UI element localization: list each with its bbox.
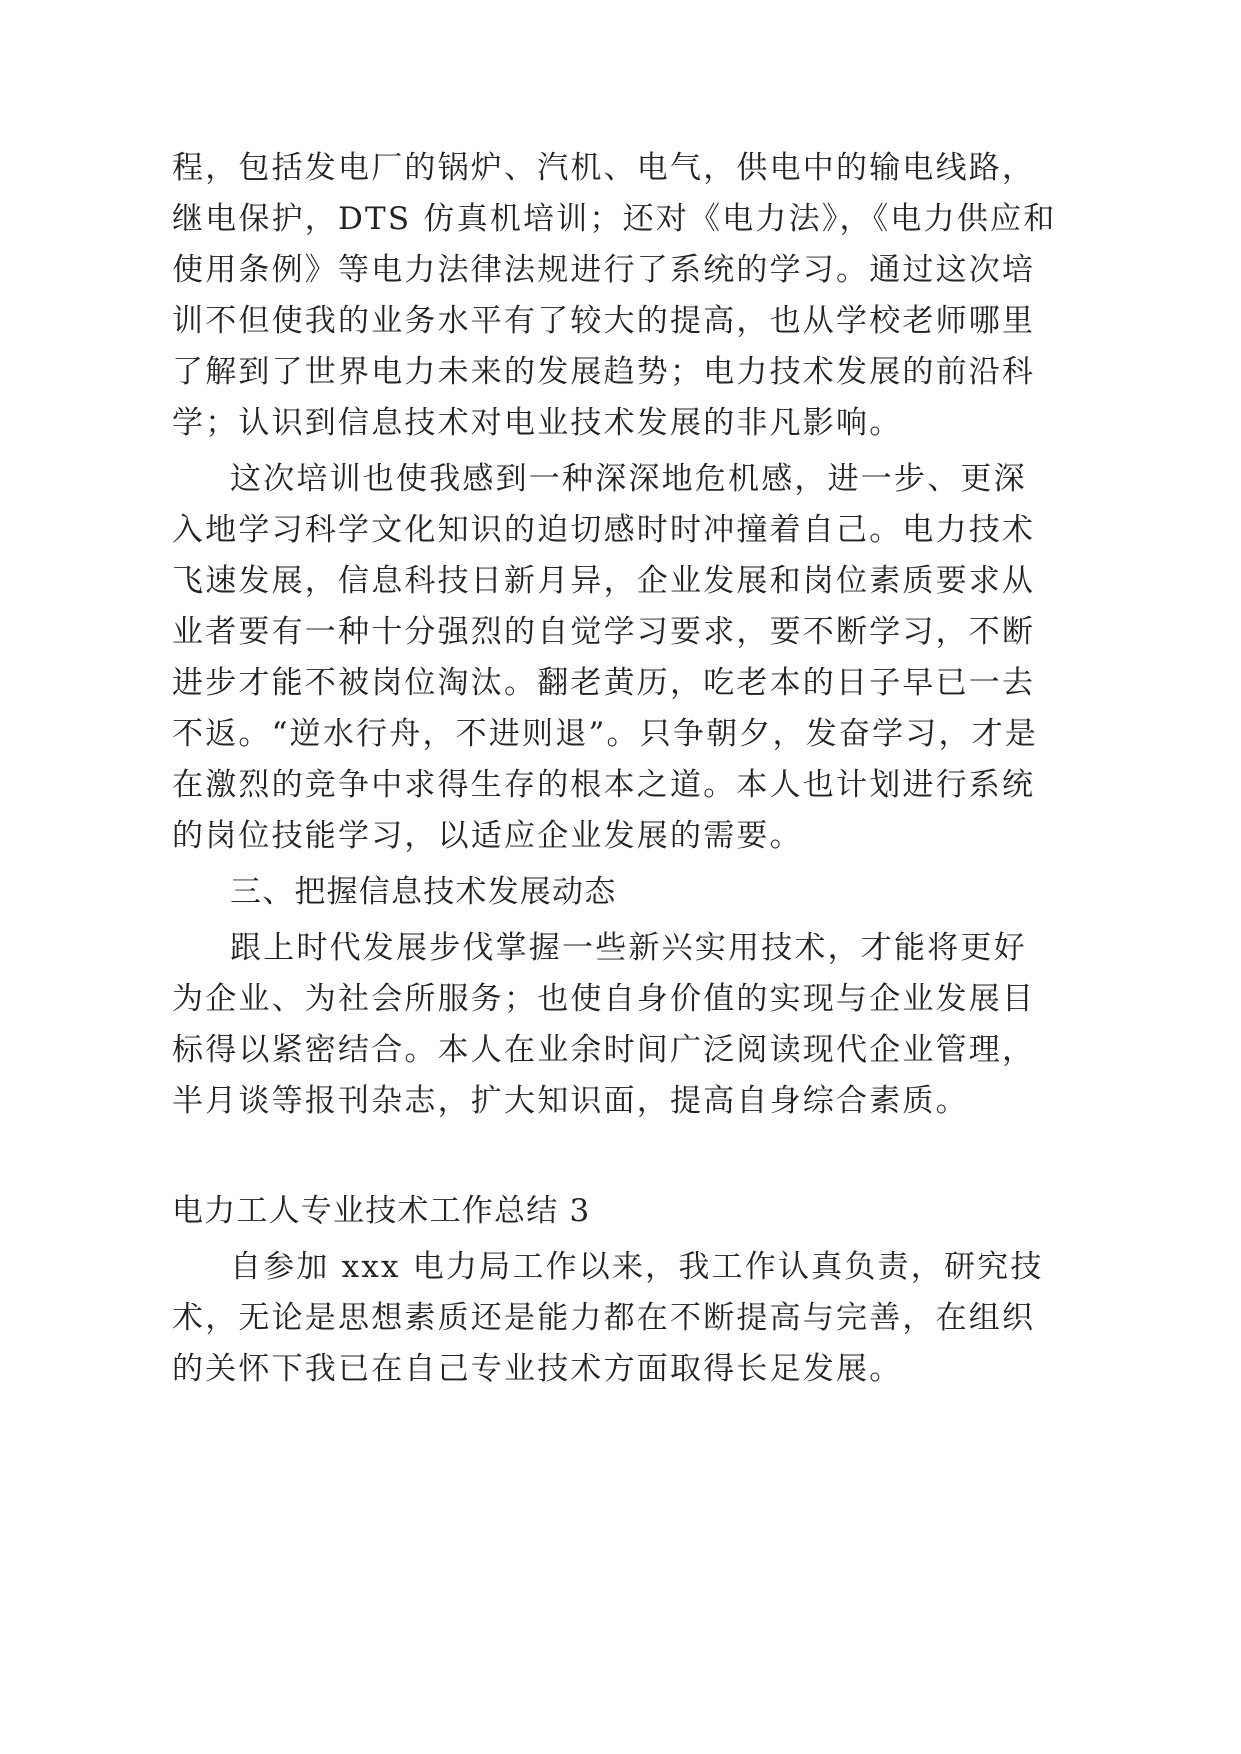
section-heading: 三、把握信息技术发展动态 <box>230 874 617 910</box>
text-line: 为企业、为社会所服务；也使自身价值的实现与企业发展目 <box>172 981 1036 1017</box>
text-line: 入地学习科学文化知识的迫切感时时冲撞着自己。电力技术 <box>172 512 1036 548</box>
text-line: 进步才能不被岗位淘汰。翻老黄历，吃老本的日子早已一去 <box>172 665 1036 701</box>
text-line: 学；认识到信息技术对电业技术发展的非凡影响。 <box>172 405 903 441</box>
text-line: 了解到了世界电力未来的发展趋势；电力技术发展的前沿科 <box>172 354 1036 390</box>
text-line: 程，包括发电厂的锅炉、汽机、电气，供电中的输电线路， <box>172 150 1036 186</box>
text-line: 的岗位技能学习，以适应企业发展的需要。 <box>172 818 803 854</box>
text-line: 半月谈等报刊杂志，扩大知识面，提高自身综合素质。 <box>172 1083 969 1119</box>
text-line: 的关怀下我已在自己专业技术方面取得长足发展。 <box>172 1351 903 1387</box>
text-line: 使用条例》等电力法律法规进行了系统的学习。通过这次培 <box>172 252 1036 288</box>
text-line: 业者要有一种十分强烈的自觉学习要求，要不断学习，不断 <box>172 614 1036 650</box>
text-line: 在激烈的竞争中求得生存的根本之道。本人也计划进行系统 <box>172 767 1036 803</box>
text-line: 不返。“逆水行舟，不进则退”。只争朝夕，发奋学习，才是 <box>172 716 1039 752</box>
text-line: 术，无论是思想素质还是能力都在不断提高与完善，在组织 <box>172 1300 1036 1336</box>
text-line: 训不但使我的业务水平有了较大的提高，也从学校老师哪里 <box>172 303 1036 339</box>
text-line: 飞速发展，信息科技日新月异，企业发展和岗位素质要求从 <box>172 563 1036 599</box>
section-title: 电力工人专业技术工作总结 3 <box>172 1193 591 1229</box>
text-line: 标得以紧密结合。本人在业余时间广泛阅读现代企业管理， <box>172 1032 1036 1068</box>
text-line: 这次培训也使我感到一种深深地危机感，进一步、更深 <box>230 461 1027 497</box>
text-line: 继电保护，DTS 仿真机培训；还对《电力法》，《电力供应和 <box>172 201 1057 237</box>
text-line: 跟上时代发展步伐掌握一些新兴实用技术，才能将更好 <box>230 930 1027 966</box>
text-line: 自参加 xxx 电力局工作以来，我工作认真负责，研究技 <box>230 1249 1044 1285</box>
